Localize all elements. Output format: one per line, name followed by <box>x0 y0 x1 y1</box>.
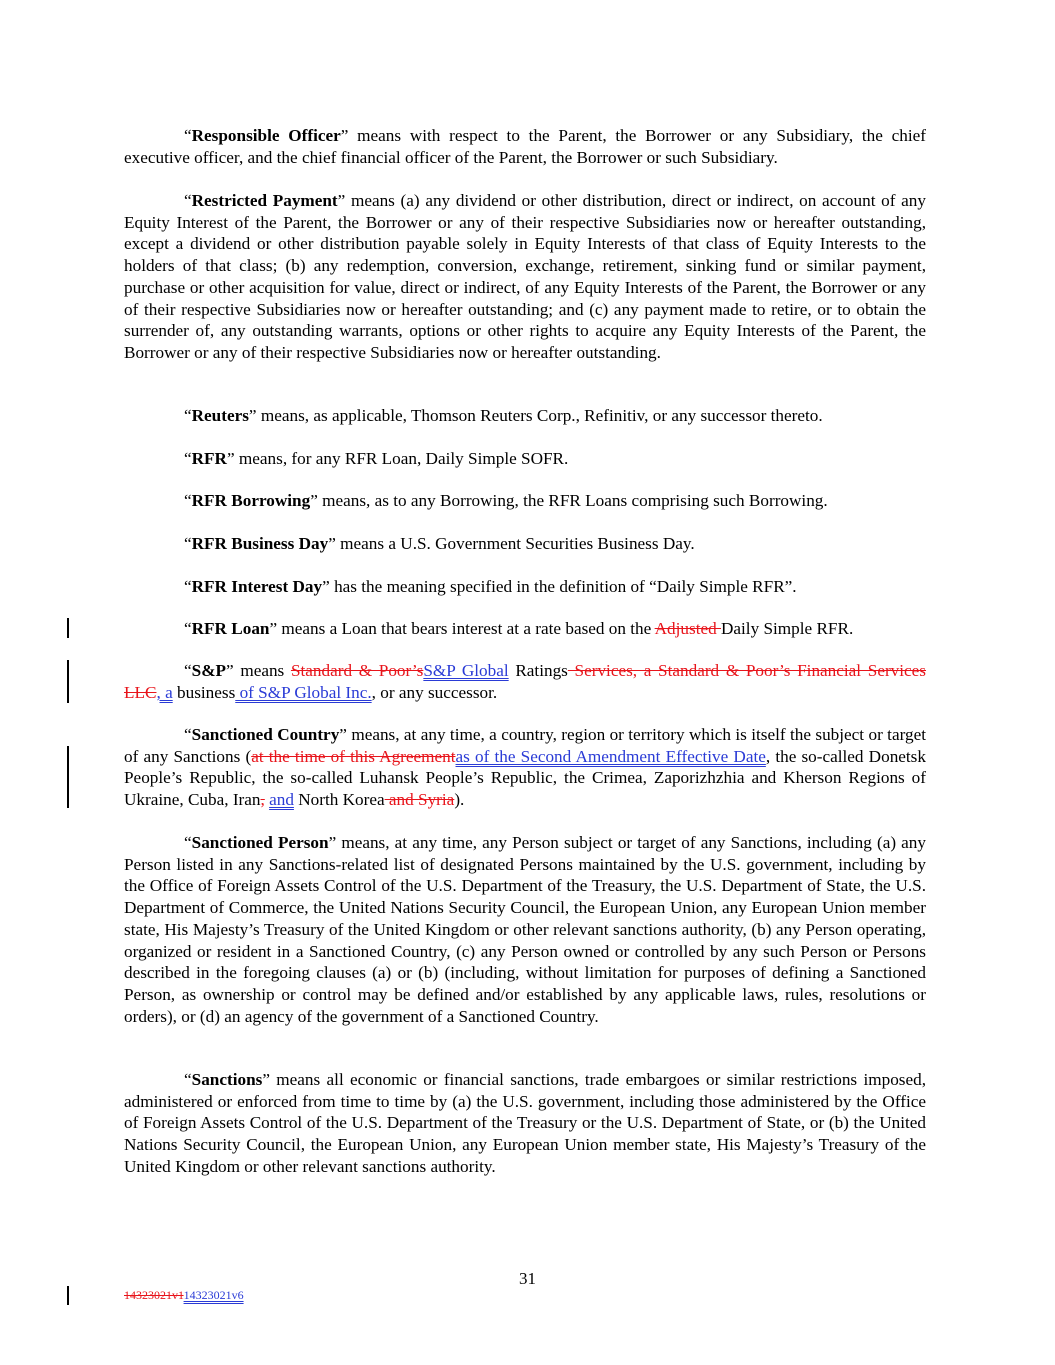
deleted-text: Standard & Poor’s <box>290 661 424 680</box>
defined-term: RFR <box>191 449 227 468</box>
defined-term: S&P <box>191 661 227 680</box>
definition-sanctioned-country: “Sanctioned Country” means, at any time, a country, region or territory which is itself the subject or target of any Sanctions (at the time of this Agreementas of the Second Amendment Effective Date, the so-called Donetsk People’s Republic, the so-called Luhansk People’s Republic, the Crimea, Zaporizhzhia and Kherson Regions of Ukraine, Cuba, Iran, and North Korea and Syria). <box>124 725 926 810</box>
document-id <box>124 1288 244 1302</box>
inserted-text: , a <box>156 682 173 702</box>
definition-sanctions: “Sanctions” means all economic or financial sanctions, trade embargoes or similar restrictions imposed, administered or enforced from time to time by (a) the U.S. government, including those administered by the Office of Foreign Assets Control of the U.S. Department of the Treasury or the U.S. Department of State, or (b) the United Nations Security Council, the European Union, any European Union member state, His Majesty’s Treasury of the United Kingdom or other relevant sanctions authority. <box>124 1070 926 1176</box>
deleted-text: Adjusted <box>654 619 721 638</box>
defined-term: Responsible Officer <box>191 126 341 145</box>
definition-sanctioned-person: “Sanctioned Person” means, at any time, any Person subject or target of any Sanctions, including (a) any Person listed in any Sanctions-related list of designated Persons maintained by the U.S. government, including by the Office of Foreign Assets Control of the U.S. Department of the Treasury, the U.S. Department of State, the U.S. Department of Commerce, the United Nations Security Council, the European Union, any European Union member state, His Majesty’s Treasury of the United Kingdom or other relevant sanctions authority, (b) any Person operating, organized or resident in a Sanctioned Country, (c) any Person owned or controlled by any such Person or Persons described in the foregoing clauses (a) or (b) (including, without limitation for purposes of defining a Sanctioned Person, as ownership or control may be defined and/or established by any applicable laws, rules, resolutions or orders), or (d) an agency of the government of a Sanctioned Country. <box>124 833 926 1026</box>
definition-rfr-business-day: “RFR Business Day” means a U.S. Government Securities Business Day. <box>184 534 695 553</box>
definition-reuters: “Reuters” means, as applicable, Thomson Reuters Corp., Refinitiv, or any successor thereto. <box>184 406 823 425</box>
definition-responsible-officer: “Responsible Officer” means with respect to the Parent, the Borrower or any Subsidiary, the chief executive officer, and the chief financial officer of the Parent, the Borrower or such Subsidiary. <box>124 126 926 167</box>
change-bar <box>67 660 69 703</box>
change-bar <box>67 746 69 808</box>
definition-restricted-payment: “Restricted Payment” means (a) any dividend or other distribution, direct or indirect, on account of any Equity Interest of the Parent, the Borrower or any of their respective Subsidiaries now or hereafter outstanding, except a dividend or other distribution payable solely in Equity Interests of that class of Equity Interests to the holders of that class; (b) any redemption, conversion, exchange, retirement, sinking fund or similar payment, purchase or other acquisition for value, direct or indirect, of any Equity Interests of the Parent, the Borrower or any of their respective Subsidiaries now or hereafter outstanding; and (c) any payment made to retire, or to obtain the surrender of, any outstanding warrants, options or other rights to acquire any Equity Interests of the Parent, the Borrower or any of their respective Subsidiaries now or hereafter outstanding. <box>124 191 926 362</box>
deleted-doc-id: 14323021v1 <box>124 1288 184 1302</box>
defined-term: Sanctioned Country <box>191 725 340 744</box>
deleted-text: at the time of this Agreement <box>251 746 456 766</box>
deleted-text: and Syria <box>384 790 455 810</box>
defined-term: Sanctions <box>191 1070 263 1089</box>
definition-rfr-loan: “RFR Loan” means a Loan that bears interest at a rate based on the Adjusted Daily Simple RFR. <box>184 619 854 638</box>
change-bar <box>67 1286 69 1305</box>
inserted-text: S&P Global <box>423 661 509 680</box>
inserted-text: and <box>269 790 294 810</box>
defined-term: Sanctioned Person <box>191 833 329 852</box>
defined-term: Restricted Payment <box>191 191 338 210</box>
page-number: 31 <box>519 1269 536 1288</box>
change-bar <box>67 618 69 638</box>
deleted-text: Services, a Standard & Poor’s Financial Services LLC <box>124 661 926 702</box>
defined-term: RFR Borrowing <box>191 491 311 510</box>
definition-rfr-interest-day: “RFR Interest Day” has the meaning specified in the definition of “Daily Simple RFR”. <box>184 577 797 596</box>
inserted-doc-id: 14323021v6 <box>183 1288 244 1302</box>
defined-term: RFR Loan <box>191 619 270 638</box>
definition-rfr-borrowing: “RFR Borrowing” means, as to any Borrowing, the RFR Loans comprising such Borrowing. <box>184 491 828 510</box>
defined-term: RFR Business Day <box>191 534 329 553</box>
defined-term: RFR Interest Day <box>191 577 323 596</box>
definition-sp: “S&P” means Standard & Poor’sS&P Global Ratings Services, a Standard & Poor’s Financial Services LLC, a business of S&P Global Inc., or any successor. <box>124 661 926 702</box>
defined-term: Reuters <box>191 406 249 425</box>
inserted-text: of S&P Global Inc. <box>235 682 372 702</box>
definition-rfr: “RFR” means, for any RFR Loan, Daily Simple SOFR. <box>184 449 569 468</box>
deleted-text: , <box>260 790 265 810</box>
inserted-text: as of the Second Amendment Effective Date <box>455 746 766 766</box>
